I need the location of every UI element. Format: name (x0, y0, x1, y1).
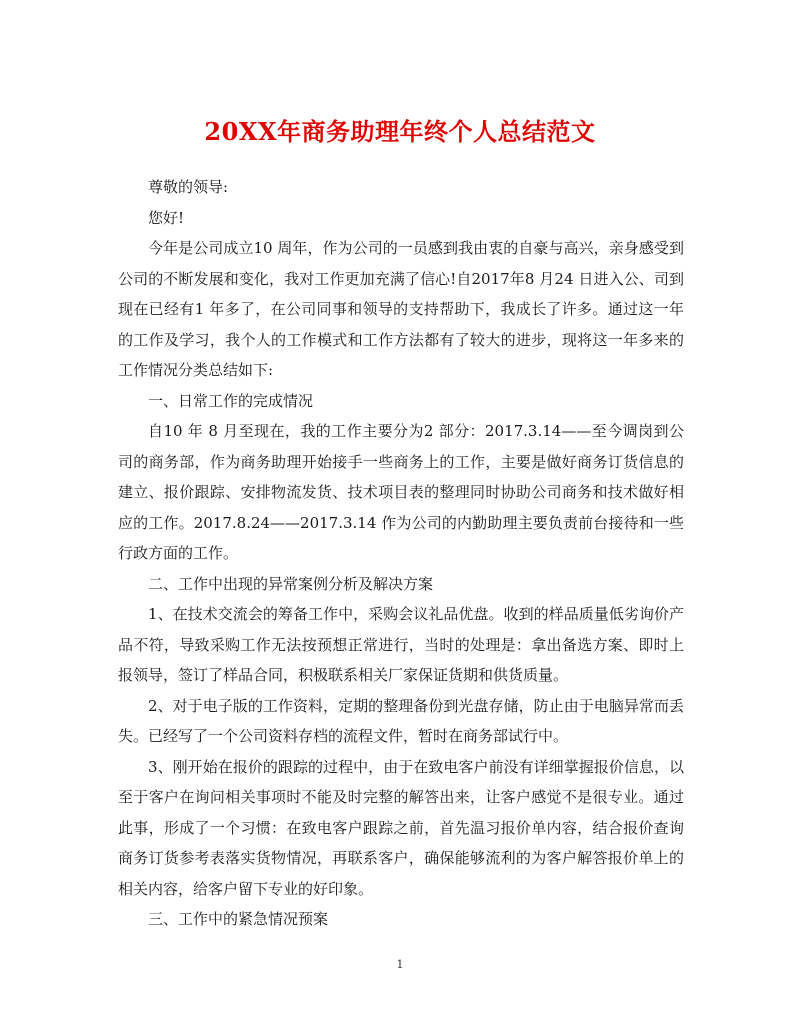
document-title: 20XX年商务助理年终个人总结范文 (204, 117, 596, 146)
greeting: 您好! (148, 208, 185, 227)
section-heading-3: 三、工作中的紧急情况预案 (148, 910, 329, 928)
section-heading-1: 一、日常工作的完成情况 (148, 391, 314, 410)
daily-work-paragraph: 自10 年 8 月至现在，我的工作主要分为2 部分：2017.3.14——至今调岗到公司的商务部，作为商务助理开始接手一些商务上的工作，主要是做好商务订货信息的建立、报价跟踪、安排物流发货、技术项目表的整理同时协助公司商务和技术做好相应的工作。2017.8.24——2017.3.14 作为公司的内勤助理主要负责前台接待和一些行政方面的工作。 (118, 422, 684, 562)
case-item-3: 3、刚开始在报价的跟踪的过程中，由于在致电客户前没有详细掌握报价信息，以至于客户在询问相关事项时不能及时完整的解答出来，让客户感觉不是很专业。通过此事，形成了一个习惯：在致电客户跟踪之前，首先温习报价单内容，结合报价查询商务订货参考表落实货物情况，再联系客户，确保能够流利的为客户解答报价单上的相关内容，给客户留下专业的好印象。 (118, 757, 684, 898)
page-number: 1 (396, 958, 404, 971)
section-heading-2: 二、工作中出现的异常案例分析及解决方案 (148, 574, 434, 593)
case-item-1: 1、在技术交流会的筹备工作中，采购会议礼品优盘。收到的样品质量低劣询价产品不符，导致采购工作无法按预想正常进行，当时的处理是：拿出备选方案、即时上报领导，签订了样品合同，积极联系相关厂家保证货期和供货质量。 (118, 605, 684, 684)
salutation: 尊敬的领导: (148, 178, 229, 196)
case-item-2: 2、对于电子版的工作资料，定期的整理备份到光盘存储，防止由于电脑异常而丢失。已经写了一个公司资料存档的流程文件，暂时在商务部试行中。 (118, 696, 684, 745)
document-body (118, 172, 684, 935)
intro-paragraph: 今年是公司成立10 周年，作为公司的一员感到我由衷的自豪与高兴，亲身感受到公司的不断发展和变化，我对工作更加充满了信心!自2017年8 月24 日进入公、司到现在已经有1 年多了，在公司同事和领导的支持帮助下，我成长了许多。通过这一年的工作及学习，我个人的工作模式和工作方法都有了较大的进步，现将这一年多来的工作情况分类总结如下: (118, 239, 684, 379)
